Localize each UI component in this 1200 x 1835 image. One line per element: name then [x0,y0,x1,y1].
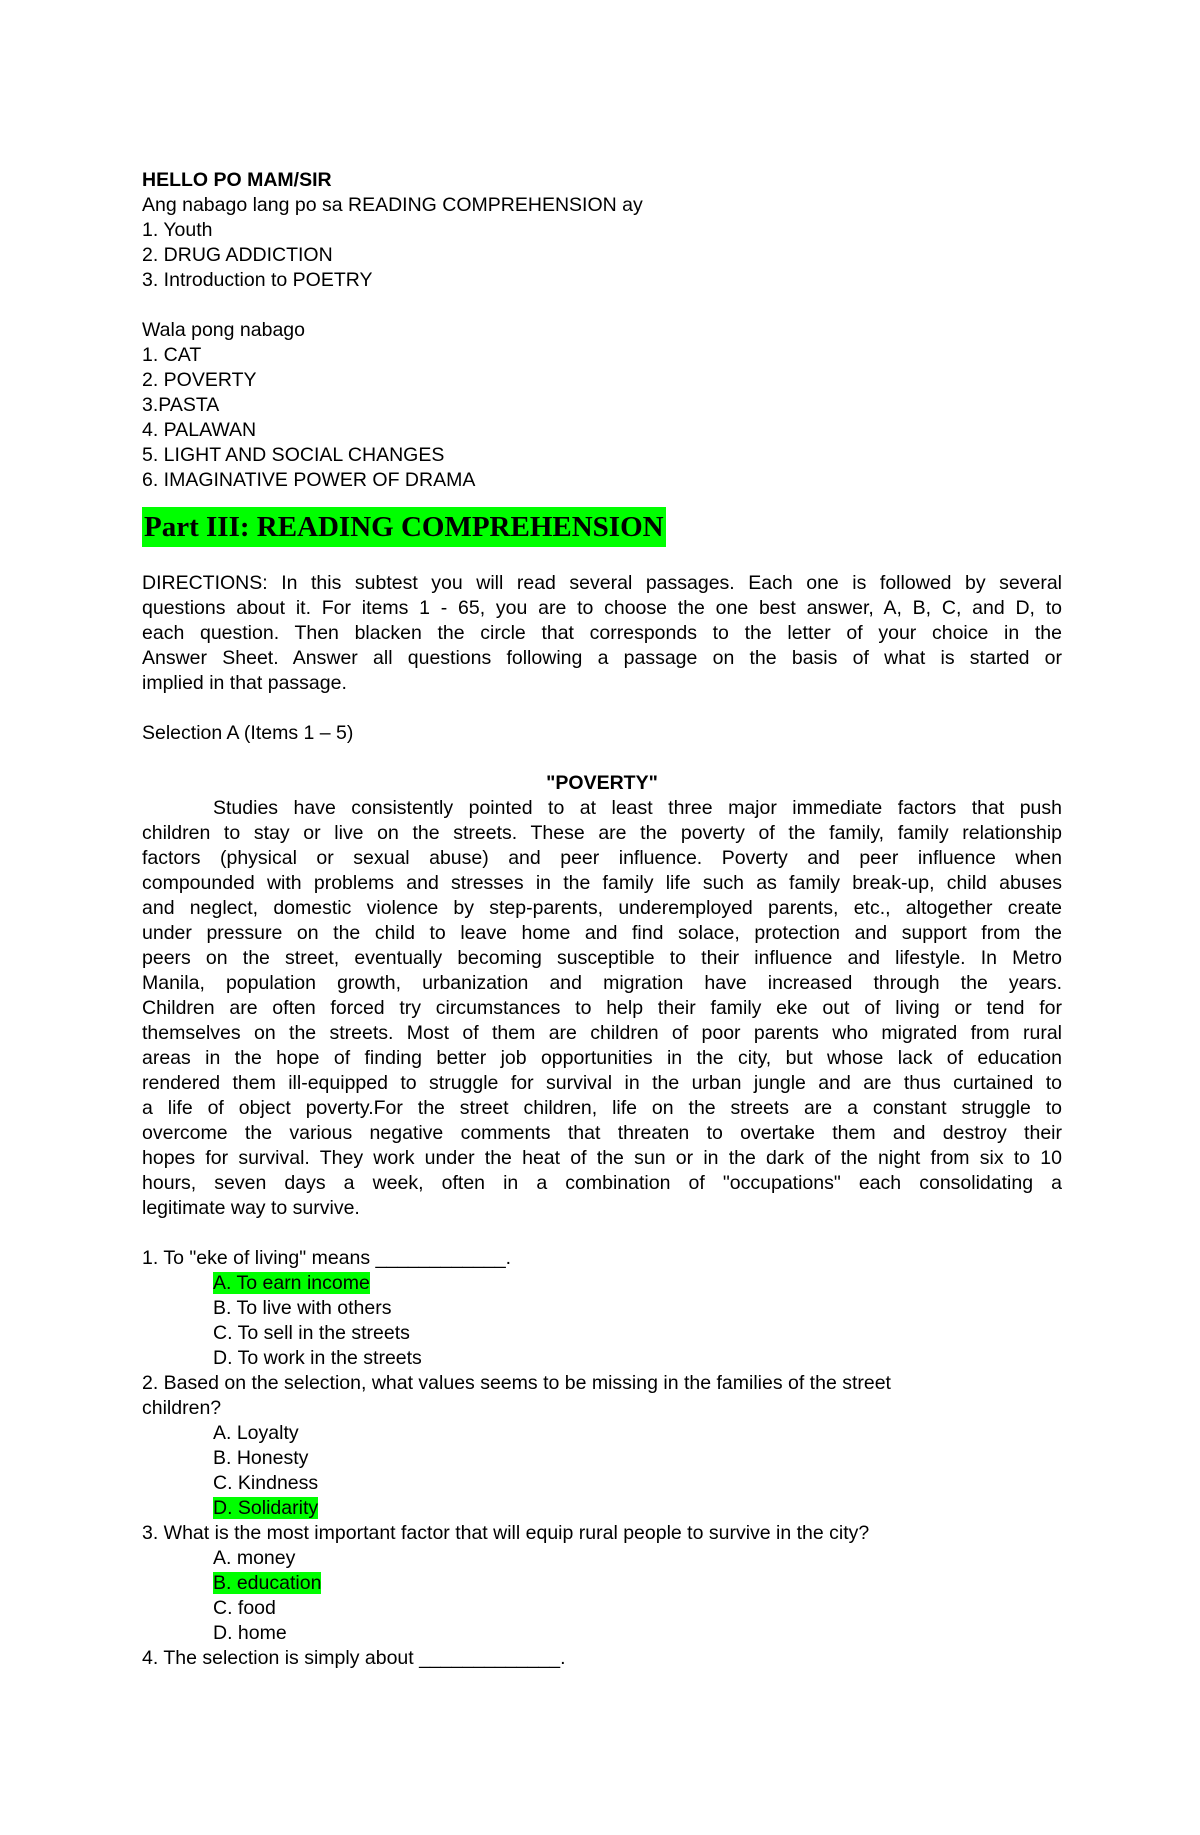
passage-title: "POVERTY" [546,772,658,794]
passage-body [142,796,1062,1221]
answer-option[interactable] [142,1271,1062,1296]
option-text: B. education [213,1572,322,1594]
option-text: D. Solidarity [213,1497,319,1519]
passage-line: under pressure on the child to leave home and find solace, protection and support from the [142,922,1062,944]
option-text: B. Honesty [213,1447,309,1469]
passage-line: themselves on the streets. Most of them are children of poor parents who migrated from rural [142,1022,1062,1044]
answer-option[interactable] [142,1421,1062,1446]
directions-line: questions about it. For items 1 - 65, you are to choose the one best answer, A, B, C, and D, to [142,597,1062,619]
option-text: C. Kindness [213,1472,319,1494]
option-text: D. home [213,1622,287,1644]
passage-line: Studies have consistently pointed to at least three major immediate factors that push [213,797,1062,819]
answer-option[interactable] [142,1296,1062,1321]
answer-option[interactable] [142,1471,1062,1496]
directions-line: Answer Sheet. Answer all questions following a passage on the basis of what is started or [142,647,1062,669]
changed-item: 3. Introduction to POETRY [142,269,373,291]
changed-heading: Ang nabago lang po sa READING COMPREHENSION ay [142,194,643,216]
answer-option[interactable] [142,1346,1062,1371]
passage-line: and neglect, domestic violence by step-parents, underemployed parents, etc., altogether create [142,897,1062,919]
question-stem: children? [142,1397,222,1419]
directions-line: DIRECTIONS: In this subtest you will read several passages. Each one is followed by several [142,572,1062,594]
option-text: D. To work in the streets [213,1347,422,1369]
part-title: Part III: READING COMPREHENSION [142,507,666,547]
selection-label: Selection A (Items 1 – 5) [142,722,354,744]
question-stem: 3. What is the most important factor that will equip rural people to survive in the city? [142,1522,870,1544]
unchanged-item: 4. PALAWAN [142,419,257,441]
question-stem: 1. To "eke of living" means ____________. [142,1247,512,1269]
answer-option[interactable] [142,1546,1062,1571]
option-text: A. money [213,1547,296,1569]
option-text: A. To earn income [213,1272,370,1294]
directions-line: each question. Then blacken the circle that corresponds to the letter of your choice in the [142,622,1062,644]
passage-line: compounded with problems and stresses in the family life such as family break-up, child abuses [142,872,1062,894]
directions [142,571,1062,696]
question-stem: 4. The selection is simply about _____________. [142,1647,566,1669]
question-3 [142,1521,1062,1646]
directions-line: implied in that passage. [142,672,347,694]
document-page [142,168,1062,1671]
unchanged-item: 6. IMAGINATIVE POWER OF DRAMA [142,469,476,491]
answer-option[interactable] [142,1496,1062,1521]
unchanged-heading: Wala pong nabago [142,319,305,341]
question-stem: 2. Based on the selection, what values seems to be missing in the families of the street [142,1372,891,1394]
answer-option[interactable] [142,1446,1062,1471]
passage-line: peers on the street, eventually becoming susceptible to their influence and lifestyle. In Metro [142,947,1062,969]
passage-line: factors (physical or sexual abuse) and peer influence. Poverty and peer influence when [142,847,1062,869]
part-title-row [142,507,1062,549]
question-1 [142,1246,1062,1371]
option-text: C. To sell in the streets [213,1322,410,1344]
spacer [142,1221,1062,1246]
passage-line: overcome the various negative comments that threaten to overtake them and destroy their [142,1122,1062,1144]
passage-line: Manila, population growth, urbanization and migration have increased through the years. [142,972,1062,994]
answer-option[interactable] [142,1621,1062,1646]
answer-option[interactable] [142,1596,1062,1621]
passage-line: areas in the hope of finding better job opportunities in the city, but whose lack of education [142,1047,1062,1069]
answer-option[interactable] [142,1571,1062,1596]
option-text: C. food [213,1597,276,1619]
answer-option[interactable] [142,1321,1062,1346]
passage-line: a life of object poverty.For the street children, life on the streets are a constant struggle to [142,1097,1062,1119]
option-text: A. Loyalty [213,1422,299,1444]
greeting: HELLO PO MAM/SIR [142,169,332,191]
spacer [142,696,1062,721]
passage-line: rendered them ill-equipped to struggle for survival in the urban jungle and are thus curtained to [142,1072,1062,1094]
unchanged-item: 2. POVERTY [142,369,257,391]
question-2 [142,1371,1062,1521]
option-text: B. To live with others [213,1297,392,1319]
question-4 [142,1646,1062,1671]
passage-line: hopes for survival. They work under the heat of the sun or in the dark of the night from six to 10 [142,1147,1062,1169]
changed-item: 2. DRUG ADDICTION [142,244,333,266]
spacer [142,746,1062,771]
unchanged-item: 5. LIGHT AND SOCIAL CHANGES [142,444,445,466]
changed-item: 1. Youth [142,219,213,241]
passage-line: children to stay or live on the streets. These are the poverty of the family, family relationship [142,822,1062,844]
spacer [142,293,1062,318]
passage-line: legitimate way to survive. [142,1197,360,1219]
passage-line: hours, seven days a week, often in a combination of "occupations" each consolidating a [142,1172,1062,1194]
unchanged-item: 3.PASTA [142,394,220,416]
passage-line: Children are often forced try circumstances to help their family eke out of living or tend for [142,997,1062,1019]
unchanged-item: 1. CAT [142,344,202,366]
